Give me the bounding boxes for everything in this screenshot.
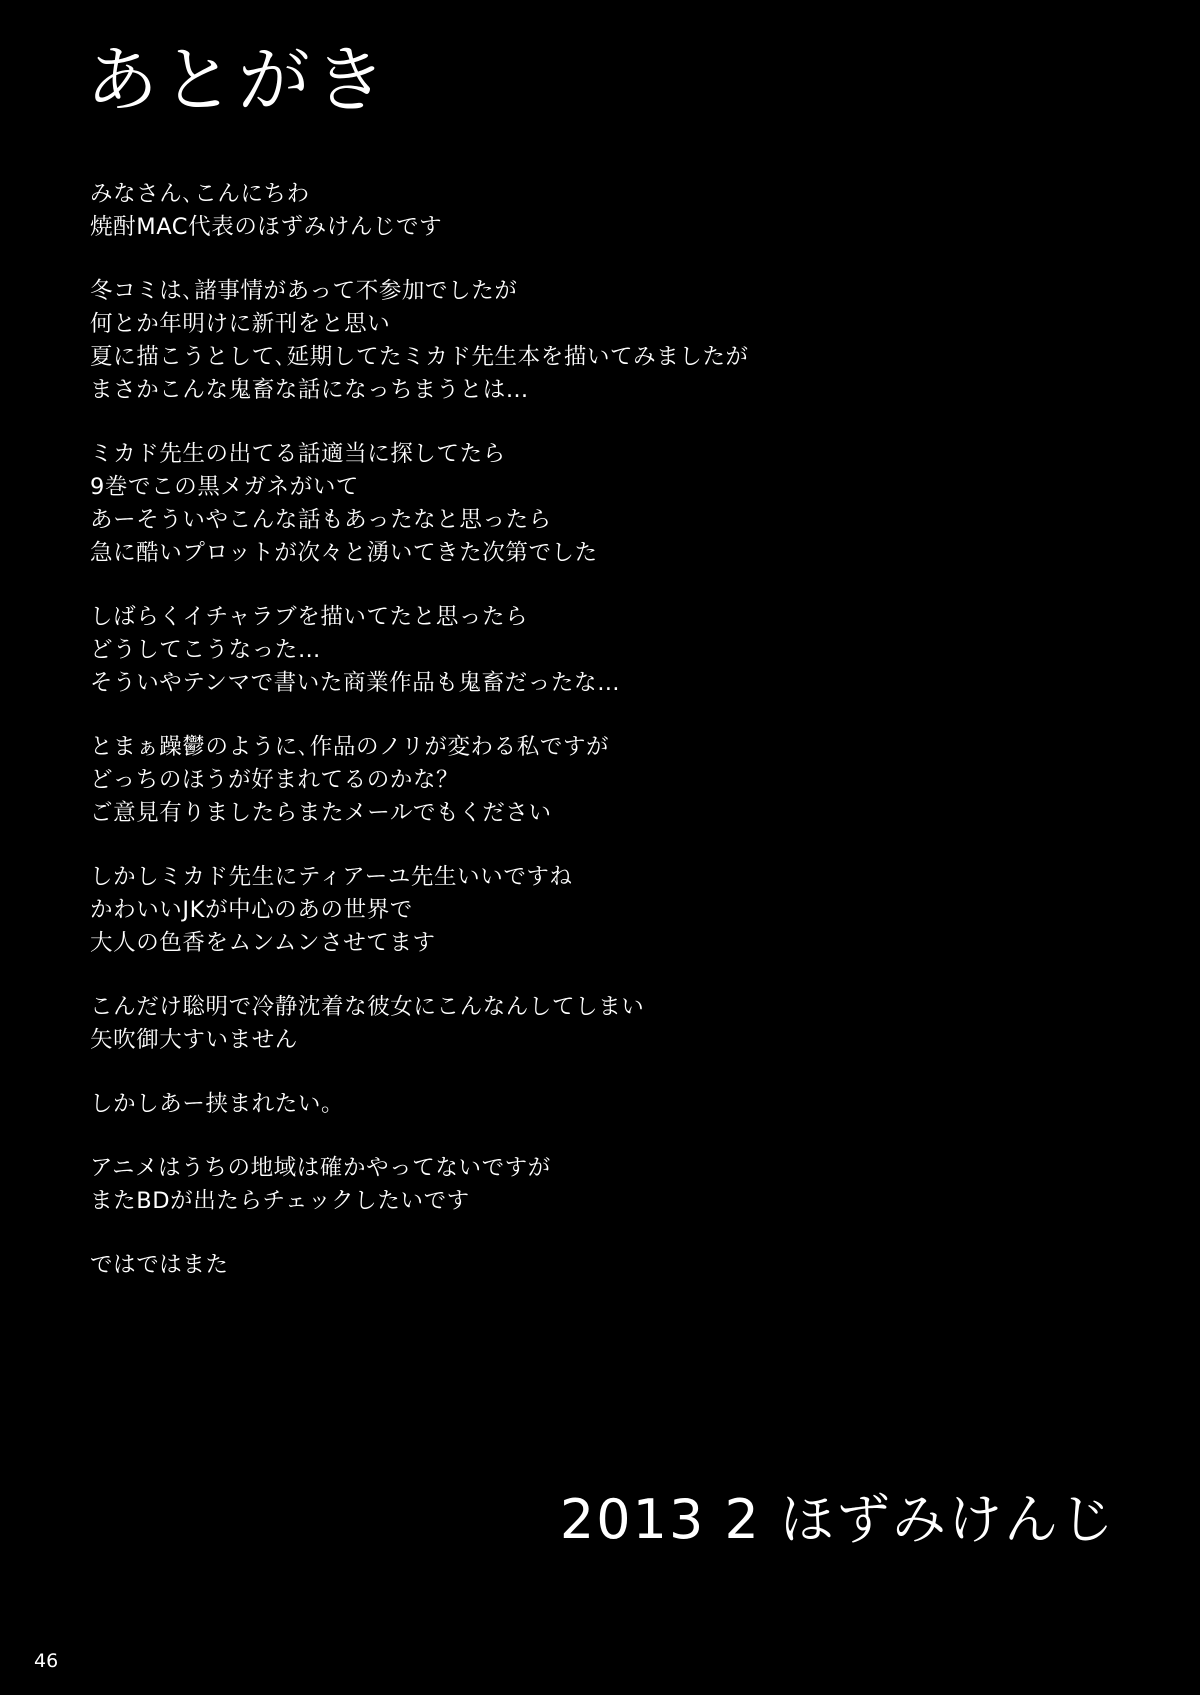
afterword-body: [90, 178, 1050, 1282]
paragraph: [90, 275, 1050, 407]
paragraph: [90, 438, 1050, 570]
text-line: しかしミカド先生にティアーユ先生いいですね: [90, 864, 573, 890]
text-line: かわいいJKが中心のあの世界で: [90, 897, 413, 923]
paragraph: [90, 991, 1050, 1057]
text-line: またBDが出たらチェックしたいです: [90, 1188, 470, 1214]
text-line: アニメはうちの地域は確かやってないですが: [90, 1155, 551, 1181]
text-line: しばらくイチャラブを描いてたと思ったら: [90, 604, 529, 630]
text-line: まさかこんな鬼畜な話になっちまうとは…: [90, 377, 529, 403]
text-line: 9巻でこの黒メガネがいて: [90, 474, 360, 500]
text-line: ミカド先生の出てる話適当に探してたら: [90, 441, 506, 467]
text-line: 夏に描こうとして､延期してたミカド先生本を描いてみましたが: [90, 344, 749, 370]
signature: 2013 2 ほずみけんじ: [559, 1488, 1116, 1551]
paragraph: [90, 1088, 1050, 1121]
paragraph: [90, 861, 1050, 960]
paragraph: [90, 178, 1050, 244]
text-line: みなさん､こんにちわ: [90, 181, 310, 207]
text-line: ご意見有りましたらまたメールでもください: [90, 800, 552, 826]
page-title: あとがき: [86, 38, 391, 122]
text-line: しかしあー挟まれたい。: [90, 1091, 345, 1117]
paragraph: [90, 731, 1050, 830]
text-line: 急に酷いプロットが次々と湧いてきた次第でした: [90, 540, 598, 566]
text-line: あーそういやこんな話もあったなと思ったら: [90, 507, 552, 533]
text-line: ではではまた: [90, 1252, 229, 1278]
text-line: 大人の色香をムンムンさせてます: [90, 930, 436, 956]
text-line: 冬コミは､諸事情があって不参加でしたが: [90, 278, 518, 304]
text-line: どっちのほうが好まれてるのかな？: [90, 767, 460, 793]
text-line: 何とか年明けに新刊をと思い: [90, 311, 391, 337]
text-line: そういやテンマで書いた商業作品も鬼畜だったな…: [90, 670, 621, 696]
text-line: 焼酎MAC代表のほずみけんじです: [90, 214, 443, 240]
paragraph: [90, 1152, 1050, 1218]
page-number: 46: [34, 1650, 59, 1672]
text-line: こんだけ聡明で冷静沈着な彼女にこんなんしてしまい: [90, 994, 645, 1020]
paragraph: [90, 601, 1050, 700]
text-line: 矢吹御大すいません: [90, 1027, 298, 1053]
paragraph: [90, 1249, 1050, 1282]
text-line: とまぁ躁鬱のように､作品のノリが変わる私ですが: [90, 734, 610, 760]
text-line: どうしてこうなった…: [90, 637, 322, 663]
